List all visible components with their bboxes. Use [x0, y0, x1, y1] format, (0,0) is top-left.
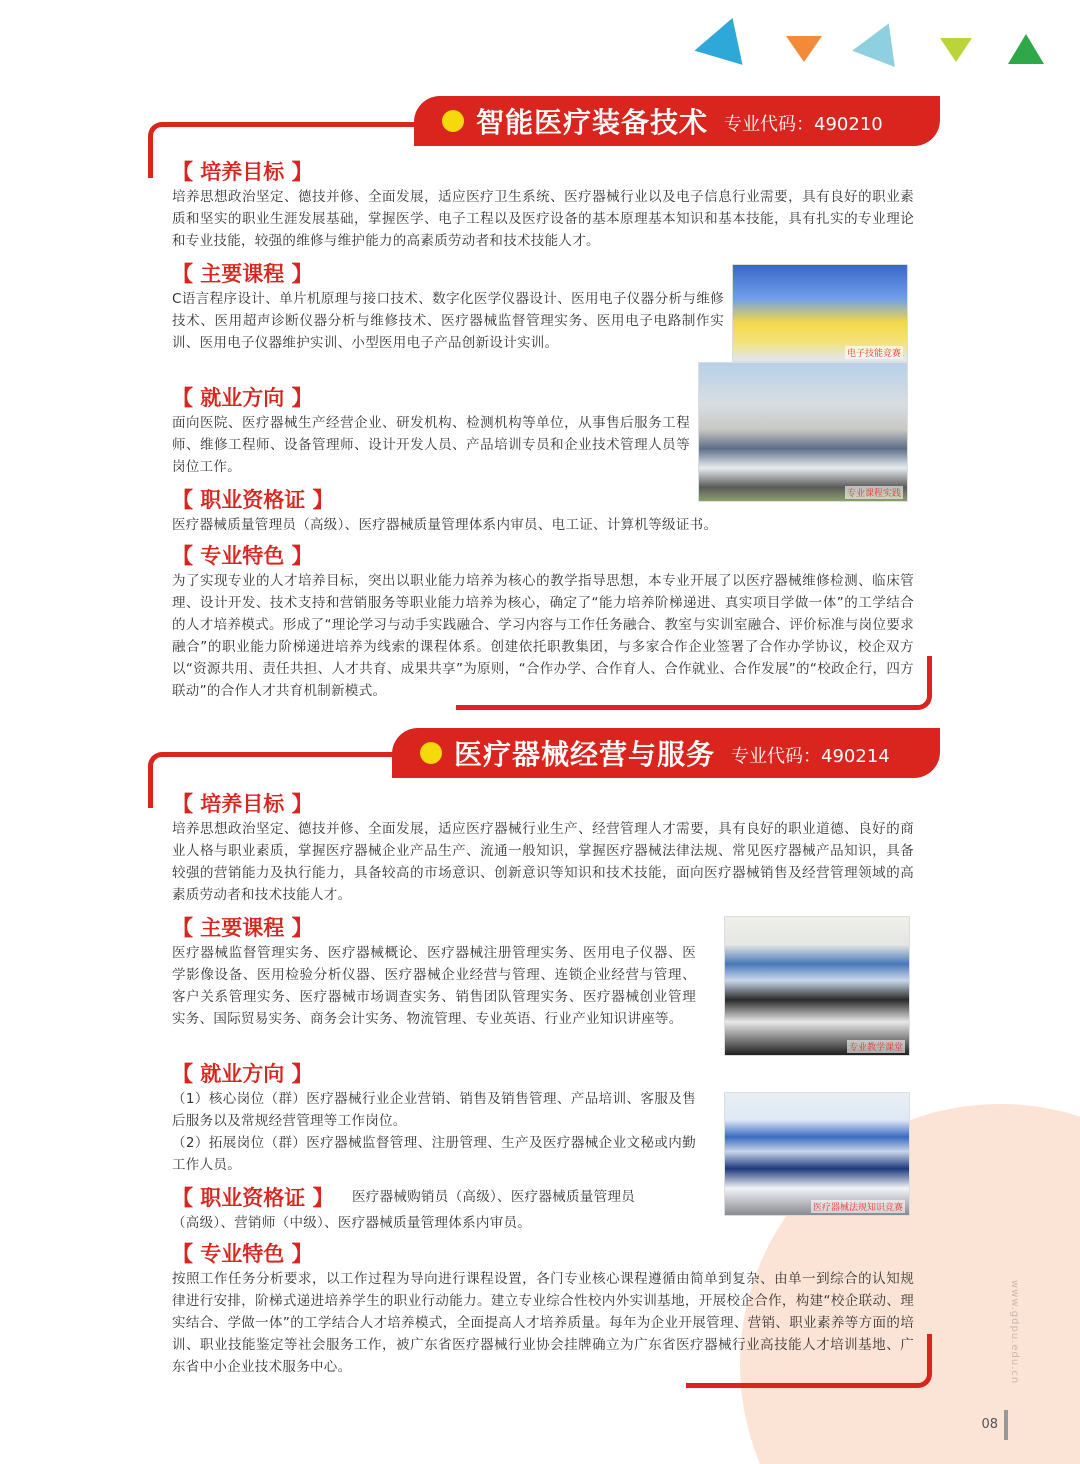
s1-courses-text: C语言程序设计、单片机原理与接口技术、数字化医学仪器设计、医用电子仪器分析与维修技术、医用超声诊断仪器分析与维修技术、医疗器械监督管理实务、医用电子电路制作实训、医用电子仪器维护实训、小型医用电子产品创新设计实训。	[172, 291, 724, 351]
s2-cert-text-b: （高级）、营销师（中级）、医疗器械质量管理体系内审员。	[172, 1215, 532, 1231]
s2-photo3-caption: 专业教学课堂	[847, 1040, 905, 1053]
s2-courses-text: 医疗器械监督管理实务、医疗器械概论、医疗器械注册管理实务、医用电子仪器、医学影像设备、医用检验分析仪器、医疗器械企业经营与管理、连锁企业经营与管理、客户关系管理实务、医疗器械市场调查实务、销售团队管理实务、医疗器械创业管理实务、国际贸易实务、商务会计实务、物流管理、专业英语、行业产业知识讲座等。	[172, 945, 696, 1027]
s2-goal-text: 培养思想政治坚定、德技并修、全面发展，适应医疗器械行业生产、经营管理人才需要，具有良好的职业道德、良好的商业人格与职业素质，掌握医疗器械企业产品生产、流通一般知识，掌握医疗器械法律法规、常见医疗器械产品知识，具备较强的营销能力及执行能力，具备较高的市场意识、创新意识等知识和技术技能，面向医疗器械销售及经营管理领域的高素质劳动者和技术技能人才。	[172, 821, 914, 903]
triangle-lime-icon	[940, 38, 972, 62]
triangle-lightblue-icon	[849, 23, 895, 72]
triangle-orange-icon	[786, 36, 822, 62]
s1-career-heading: 【 就业方向 】	[172, 386, 313, 410]
section2-banner	[392, 728, 940, 778]
section1-title: 智能医疗装备技术	[476, 106, 709, 139]
s1-feature-text: 为了实现专业的人才培养目标，突出以职业能力培养为核心的教学指导思想，本专业开展了以医疗器械维修检测、临床管理、设计开发、技术支持和营销服务等职业能力培养为核心，确定了“能力培养阶梯递进、真实项目学做一体”的工学结合的人才培养模式。形成了“理论学习与动手实践融合、学习内容与工作任务融合、教室与实训室融合、评价标准与岗位要求融合”的职业能力阶梯递进培养为线索的课程体系。创建依托职教集团，与多家合作企业签署了合作办学协议，校企双方以“资源共用、责任共担、人才共育、成果共享”为原则，“合作办学、合作育人、合作就业、合作发展”的“校政企行，四方联动”的合作人才共育机制新模式。	[172, 573, 914, 699]
s2-career-heading: 【 就业方向 】	[172, 1062, 313, 1086]
s2-cert-heading: 【 职业资格证 】	[172, 1186, 334, 1210]
section1-banner	[414, 96, 940, 146]
section1-code: 专业代码：490210	[724, 114, 883, 135]
s1-goal-heading: 【 培养目标 】	[172, 160, 313, 184]
s1-courses-heading: 【 主要课程 】	[172, 262, 313, 286]
s2-photo-contest	[724, 1092, 910, 1216]
s1-career-text: 面向医院、医疗器械生产经营企业、研发机构、检测机构等单位，从事售后服务工程师、维修工程师、设备管理师、设计开发人员、产品培训专员和企业技术管理人员等岗位工作。	[172, 415, 690, 475]
s1-photo-competition	[732, 264, 908, 362]
vertical-url: www.gdpu.edu.cn	[1009, 1280, 1020, 1385]
s1-goal-text: 培养思想政治坚定、德技并修、全面发展，适应医疗卫生系统、医疗器械行业以及电子信息行业需要，具有良好的职业素质和坚实的职业生涯发展基础，掌握医学、电子工程以及医疗设备的基本原理基本知识和基本技能，具有扎实的专业理论和专业技能，较强的维修与维护能力的高素质劳动者和技术技能人才。	[172, 189, 914, 249]
s1-cert-text: 医疗器械质量管理员（高级）、医疗器械质量管理体系内审员、电工证、计算机等级证书。	[172, 517, 718, 533]
bullet-dot-icon	[442, 110, 464, 132]
s1-photo1-caption: 电子技能竞赛	[845, 346, 903, 359]
s2-goal-heading: 【 培养目标 】	[172, 792, 313, 816]
triangle-green-icon	[1008, 34, 1044, 64]
section2-code: 专业代码：490214	[731, 746, 890, 767]
s2-career-line1: （1）核心岗位（群）医疗器械行业企业营销、销售及销售管理、产品培训、客服及售后服务以及常规经营管理等工作岗位。	[172, 1091, 696, 1129]
page-number-bar	[1004, 1410, 1008, 1440]
s1-cert-heading: 【 职业资格证 】	[172, 488, 334, 512]
s1-photo-practice	[698, 362, 908, 502]
s2-photo-classroom	[724, 916, 910, 1056]
s2-courses-heading: 【 主要课程 】	[172, 916, 313, 940]
section2-title: 医疗器械经营与服务	[454, 738, 716, 771]
bullet-dot-icon	[420, 742, 442, 764]
triangle-blue-icon	[689, 18, 742, 74]
page-number: 08	[981, 1417, 998, 1432]
s2-feature-text: 按照工作任务分析要求，以工作过程为导向进行课程设置，各门专业核心课程遵循由简单到复杂、由单一到综合的认知规律进行安排，阶梯式递进培养学生的职业行动能力。建立专业综合性校内外实训基地，开展校企合作，构建“校企联动、理实结合、学做一体”的工学结合人才培养模式，全面提高人才培养质量。每年为企业开展管理、营销、职业素养等方面的培训、职业技能鉴定等社会服务工作，被广东省医疗器械行业协会挂牌确立为广东省医疗器械行业高技能人才培训基地、广东省中小企业技术服务中心。	[172, 1271, 914, 1375]
s2-career-line2: （2）拓展岗位（群）医疗器械监督管理、注册管理、生产及医疗器械企业文秘或内勤工作人员。	[172, 1135, 696, 1173]
s2-feature-heading: 【 专业特色 】	[172, 1242, 313, 1266]
s1-photo2-caption: 专业课程实践	[845, 486, 903, 499]
s1-feature-heading: 【 专业特色 】	[172, 544, 313, 568]
s2-cert-text-a: 医疗器械购销员（高级）、医疗器械质量管理员	[352, 1189, 636, 1205]
s2-photo4-caption: 医疗器械法规知识竞赛	[811, 1200, 905, 1213]
